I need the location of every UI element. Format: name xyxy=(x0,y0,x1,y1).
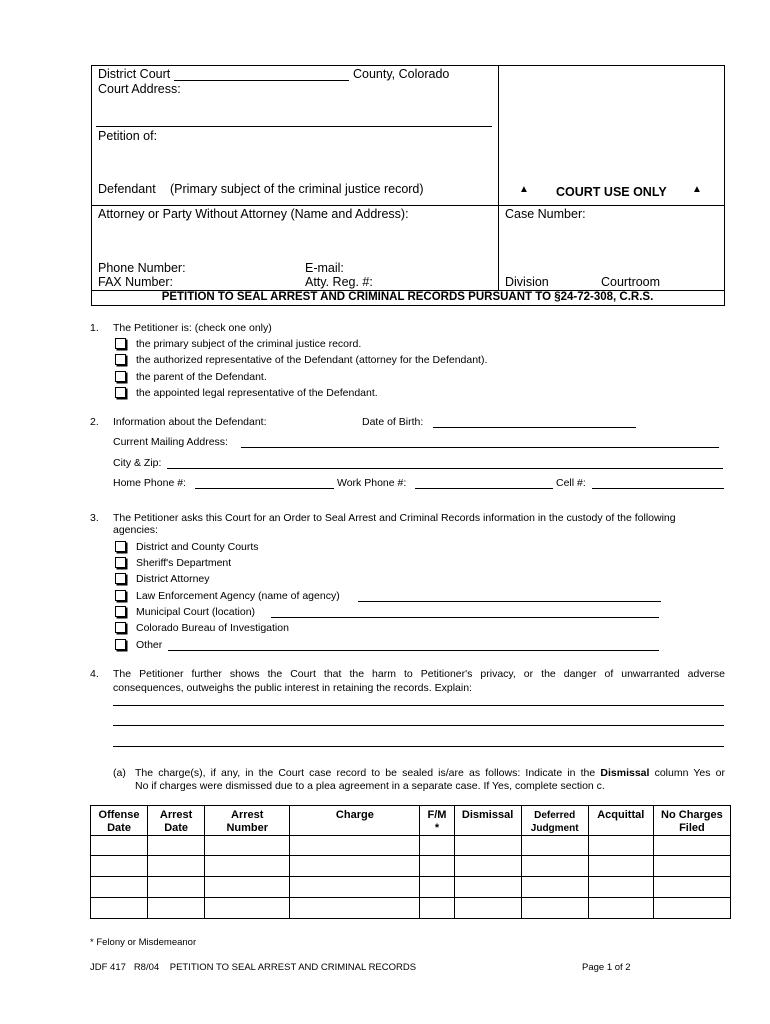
header-text: Deferred xyxy=(534,810,576,821)
header-text: Date xyxy=(107,822,131,834)
option-parent: the parent of the Defendant. xyxy=(136,371,267,383)
table-cell[interactable] xyxy=(205,877,290,898)
table-cell[interactable] xyxy=(205,856,290,877)
table-cell[interactable] xyxy=(521,856,588,877)
table-cell[interactable] xyxy=(290,898,420,919)
charges-table xyxy=(90,805,731,919)
courtroom-label: Courtroom xyxy=(601,275,661,289)
table-cell[interactable] xyxy=(91,856,148,877)
col-dismissal xyxy=(454,806,521,836)
checkbox-district-attorney[interactable] xyxy=(115,573,126,584)
agency-district-county-courts: District and County Courts xyxy=(136,541,259,553)
explain-line-3[interactable] xyxy=(113,746,724,747)
table-cell[interactable] xyxy=(588,836,653,856)
section-1-heading: The Petitioner is: (check one only) xyxy=(113,322,272,334)
header-text: Filed xyxy=(679,822,705,834)
option-primary-subject: the primary subject of the criminal justice record. xyxy=(136,338,362,350)
header-text: Judgment xyxy=(530,823,579,834)
defendant-note: (Primary subject of the criminal justice record) xyxy=(170,182,424,196)
page-title: PETITION TO SEAL ARREST AND CRIMINAL RECORDS PURSUANT TO §24-72-308, C.R.S. xyxy=(161,291,654,303)
section-2-number: 2. xyxy=(90,416,99,428)
cell-label: Cell #: xyxy=(556,477,586,489)
district-court-label: District Court xyxy=(98,67,171,81)
header-text: No Charges xyxy=(661,809,723,821)
agency-cbi: Colorado Bureau of Investigation xyxy=(136,622,289,634)
agency-district-attorney: District Attorney xyxy=(136,573,210,585)
header-text: Offense xyxy=(98,809,140,821)
municipal-court-field[interactable] xyxy=(271,617,659,618)
checkbox-parent[interactable] xyxy=(115,371,126,382)
checkbox-municipal-court[interactable] xyxy=(115,606,126,617)
agency-municipal-court: Municipal Court (location) xyxy=(136,606,256,618)
caption-row-line-1 xyxy=(91,205,724,206)
header-text: Number xyxy=(226,822,268,834)
table-cell[interactable] xyxy=(290,836,420,856)
table-row xyxy=(91,877,731,898)
table-cell[interactable] xyxy=(290,877,420,898)
table-cell[interactable] xyxy=(148,856,205,877)
table-cell[interactable] xyxy=(454,877,521,898)
work-phone-field[interactable] xyxy=(415,488,553,489)
option-authorized-rep: the authorized representative of the Defendant (attorney for the Defendant). xyxy=(136,354,488,366)
col-acquittal xyxy=(588,806,653,836)
option-legal-rep: the appointed legal representative of the Defendant. xyxy=(136,387,378,399)
table-cell[interactable] xyxy=(205,898,290,919)
page-number: Page 1 of 2 xyxy=(582,962,631,973)
table-cell[interactable] xyxy=(653,856,730,877)
defendant-info-label: Information about the Defendant: xyxy=(113,416,267,428)
explain-line-1[interactable] xyxy=(113,705,724,706)
checkbox-sheriff[interactable] xyxy=(115,557,126,568)
subsection-a-text-pre: The charge(s), if any, in the Court case record to be sealed is/are as follows: Indicate in the xyxy=(135,767,596,779)
header-text: Arrest xyxy=(159,809,193,821)
footnote: * Felony or Misdemeanor xyxy=(90,937,197,948)
checkbox-law-enforcement[interactable] xyxy=(115,590,126,601)
petition-of-label: Petition of: xyxy=(98,129,158,143)
col-arrest-number xyxy=(205,806,290,836)
atty-reg-label: Atty. Reg. #: xyxy=(305,275,373,289)
checkbox-district-county-courts[interactable] xyxy=(115,541,126,552)
table-cell[interactable] xyxy=(588,898,653,919)
table-cell[interactable] xyxy=(653,898,730,919)
subsection-a-text xyxy=(135,767,725,779)
table-row xyxy=(91,836,731,856)
table-cell[interactable] xyxy=(91,877,148,898)
form-footer: JDF 417 R8/04 PETITION TO SEAL ARREST AND CRIMINAL RECORDS xyxy=(90,962,417,973)
case-number-label: Case Number: xyxy=(505,207,586,221)
table-cell[interactable] xyxy=(420,836,454,856)
home-phone-field[interactable] xyxy=(195,488,334,489)
section-4-number: 4. xyxy=(90,668,99,680)
table-cell[interactable] xyxy=(91,836,148,856)
section-3-text: agencies: xyxy=(113,524,158,536)
county-colorado-label: County, Colorado xyxy=(353,67,450,81)
section-1-number: 1. xyxy=(90,322,99,334)
checkbox-legal-rep[interactable] xyxy=(115,387,126,398)
checkbox-primary-subject[interactable] xyxy=(115,338,126,349)
explain-line-2[interactable] xyxy=(113,725,724,726)
checkbox-cbi[interactable] xyxy=(115,622,126,633)
col-fm xyxy=(420,806,454,836)
city-zip-field[interactable] xyxy=(167,468,723,469)
city-zip-label: City & Zip: xyxy=(113,457,162,469)
cell-field[interactable] xyxy=(592,488,724,489)
header-text: Dismissal xyxy=(461,809,514,821)
table-cell[interactable] xyxy=(420,877,454,898)
law-enforcement-field[interactable] xyxy=(358,601,661,602)
table-cell[interactable] xyxy=(148,898,205,919)
table-row xyxy=(91,856,731,877)
col-deferred-judgment xyxy=(521,806,588,836)
col-no-charges-filed xyxy=(653,806,730,836)
table-header-row xyxy=(91,806,731,836)
header-text: Charge xyxy=(335,809,374,821)
section-4-text: The Petitioner further shows the Court that the harm to Petitioner's privacy, or the danger of unwarranted adverse xyxy=(113,668,725,680)
email-label: E-mail: xyxy=(305,261,344,275)
table-cell[interactable] xyxy=(420,898,454,919)
table-cell[interactable] xyxy=(205,836,290,856)
section-3-text: The Petitioner asks this Court for an Order to Seal Arrest and Criminal Records information in the custody of the following xyxy=(113,512,676,524)
defendant-label: Defendant xyxy=(98,182,156,196)
dismissal-bold: Dismissal xyxy=(600,767,650,779)
section-4-text: consequences, outweighs the public interest in retaining the records. Explain: xyxy=(113,682,472,694)
division-label: Division xyxy=(505,275,549,289)
table-cell[interactable] xyxy=(521,877,588,898)
up-arrow-icon: ▲ xyxy=(692,184,702,195)
county-blank[interactable] xyxy=(174,80,349,81)
table-cell[interactable] xyxy=(521,836,588,856)
dob-label: Date of Birth: xyxy=(362,416,424,428)
header-text: F/M xyxy=(427,809,447,821)
agency-other: Other xyxy=(136,639,163,651)
agency-sheriff: Sheriff's Department xyxy=(136,557,232,569)
caption-divider xyxy=(498,65,499,290)
fax-number-label: FAX Number: xyxy=(98,275,174,289)
header-text: Date xyxy=(164,822,189,834)
court-address-label: Court Address: xyxy=(98,82,181,96)
agency-law-enforcement: Law Enforcement Agency (name of agency) xyxy=(136,590,340,602)
header-text: Arrest xyxy=(231,809,264,821)
table-row xyxy=(91,898,731,919)
mailing-address-label: Current Mailing Address: xyxy=(113,436,228,448)
table-cell[interactable] xyxy=(290,856,420,877)
checkbox-authorized-rep[interactable] xyxy=(115,354,126,365)
attorney-label: Attorney or Party Without Attorney (Name and Address): xyxy=(98,207,409,221)
checkbox-other[interactable] xyxy=(115,639,126,650)
dob-field[interactable] xyxy=(433,427,636,428)
table-cell[interactable] xyxy=(454,836,521,856)
phone-number-label: Phone Number: xyxy=(98,261,186,275)
table-cell[interactable] xyxy=(454,856,521,877)
table-cell[interactable] xyxy=(454,898,521,919)
col-offense-date xyxy=(91,806,148,836)
table-cell[interactable] xyxy=(653,836,730,856)
table-cell[interactable] xyxy=(521,898,588,919)
mailing-address-field[interactable] xyxy=(241,447,719,448)
header-text: * xyxy=(434,822,440,834)
court-address-blank[interactable] xyxy=(96,126,492,127)
table-cell[interactable] xyxy=(148,877,205,898)
subsection-a-label: (a) xyxy=(113,767,126,779)
section-3-number: 3. xyxy=(90,512,99,524)
table-cell[interactable] xyxy=(588,877,653,898)
col-charge xyxy=(290,806,420,836)
up-arrow-icon: ▲ xyxy=(519,184,529,195)
table-cell[interactable] xyxy=(653,877,730,898)
table-cell[interactable] xyxy=(420,856,454,877)
home-phone-label: Home Phone #: xyxy=(113,477,186,489)
table-cell[interactable] xyxy=(148,836,205,856)
work-phone-label: Work Phone #: xyxy=(337,477,407,489)
table-cell[interactable] xyxy=(588,856,653,877)
court-use-only-label: COURT USE ONLY xyxy=(556,185,667,199)
table-cell[interactable] xyxy=(91,898,148,919)
other-field[interactable] xyxy=(168,650,659,651)
subsection-a-text-2: No if charges were dismissed due to a plea agreement in a separate case. If Yes, complete section c. xyxy=(135,780,605,792)
header-text: Acquittal xyxy=(597,809,645,821)
subsection-a-text-post: column Yes or xyxy=(654,767,726,779)
col-arrest-date xyxy=(148,806,205,836)
